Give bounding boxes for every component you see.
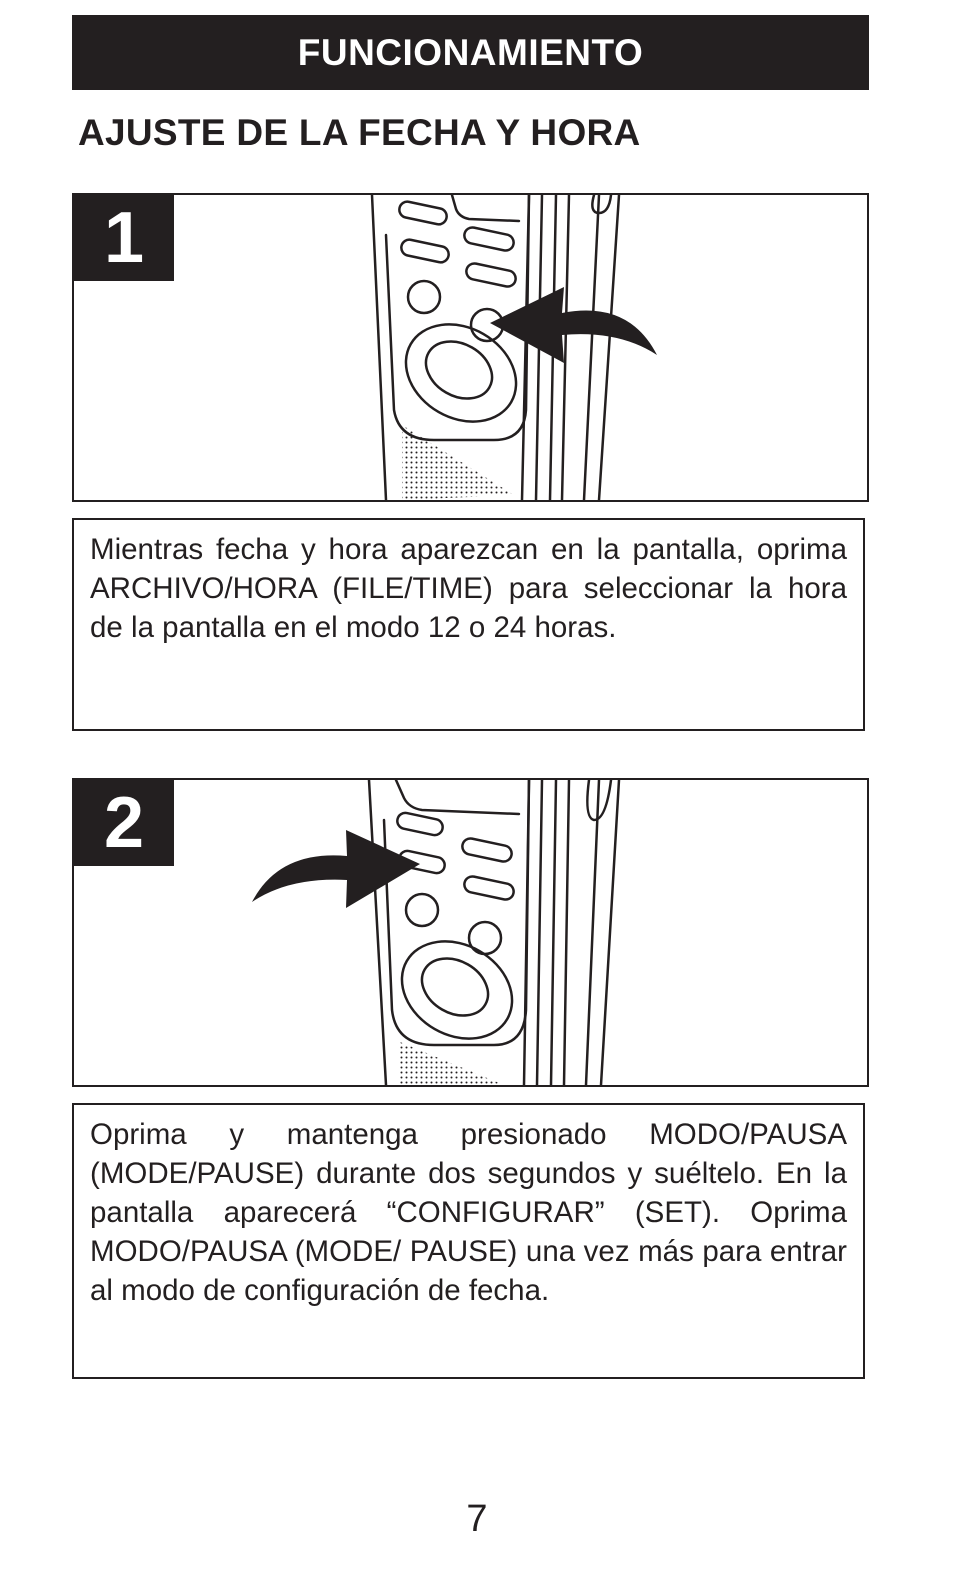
header-title: FUNCIONAMIENTO (297, 31, 644, 73)
voice-recorder-illustration (74, 195, 867, 500)
voice-recorder-illustration (74, 780, 867, 1085)
step-1-text: Mientras fecha y hora aparezcan en la pantalla, oprima ARCHIVO/HORA (FILE/TIME) para seleccionar la hora de la pantalla en el modo 12 o 24 horas. (72, 518, 865, 731)
header-bar (72, 15, 869, 90)
step-2-text: Oprima y mantenga presionado MODO/PAUSA (MODE/PAUSE) durante dos segundos y suéltelo. En la pantalla aparecerá “CONFIGURAR” (SET). Oprima MODO/PAUSA (MODE/ PAUSE) una vez más para entrar al modo de configuración de fecha. (72, 1103, 865, 1379)
step-1-badge: 1 (74, 195, 174, 281)
step-1-illustration-panel (72, 193, 869, 502)
page-number: 7 (466, 1498, 488, 1540)
step-2-illustration-panel (72, 778, 869, 1087)
step-2-badge: 2 (74, 780, 174, 866)
section-title: AJUSTE DE LA FECHA Y HORA (78, 112, 641, 153)
